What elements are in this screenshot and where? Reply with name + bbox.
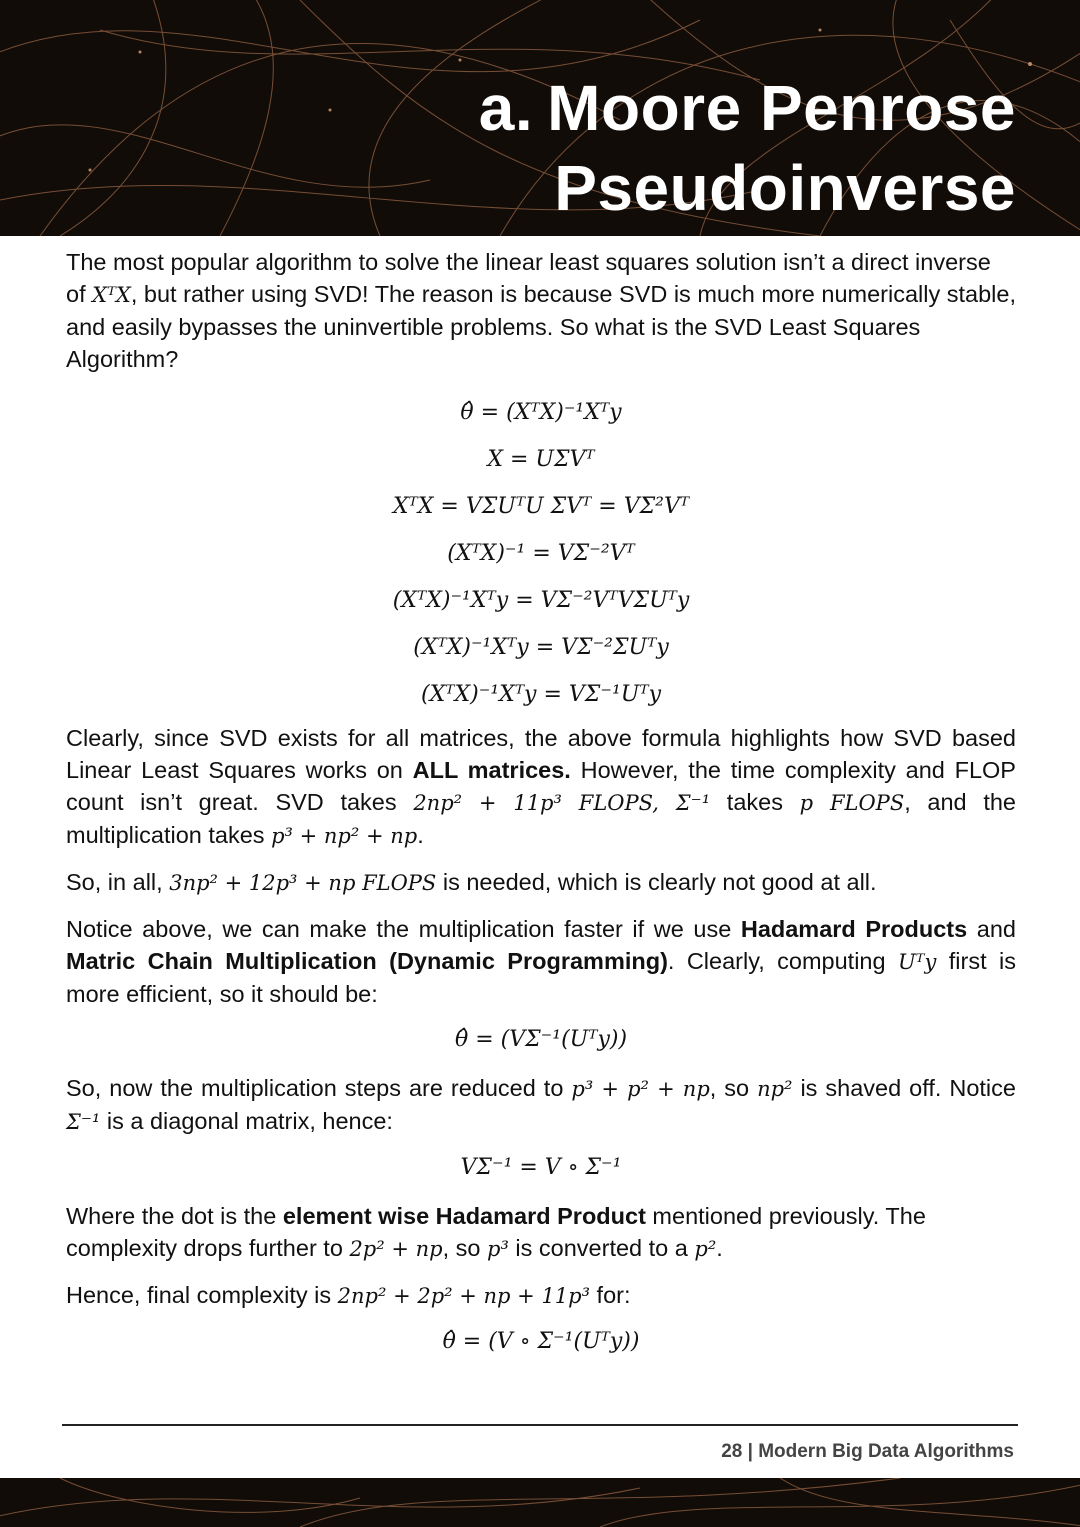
math-inline: p FLOPS [799,791,905,815]
reduced-steps-paragraph [66,1072,1016,1138]
header-banner [0,0,1080,236]
math-inline: Σ⁻¹ [66,1110,101,1134]
equation-8: θ̂ = (VΣ⁻¹(Uᵀy)) [454,1027,628,1052]
optimization-paragraph [66,913,1016,1010]
bold-text: Hadamard Products [740,916,968,942]
bold-text: element wise Hadamard Product [282,1203,646,1229]
text: However, the time complexity and FLOP count isn’t great. SVD takes [66,757,1016,815]
footer-divider [62,1424,1018,1426]
equation-6: (XᵀX)⁻¹Xᵀy = VΣ⁻²ΣUᵀy [413,635,669,660]
text: , so [442,1235,487,1261]
text: , so [709,1075,758,1101]
text: Clearly, since SVD exists for all matrices, the above formula highlights how SVD based Linear Least Squares works on [66,725,1016,783]
text: takes [710,789,800,815]
text: So, in all, [66,869,170,895]
math-inline: 3np² + 12p³ + np FLOPS [169,871,437,895]
text: The most popular algorithm to solve the linear least squares solution isn’t a direct inverse of [66,249,991,307]
footer-banner [0,1478,1080,1527]
text: and [967,916,1016,942]
title-line-1: Moore Penrose [547,72,1016,144]
text: for: [590,1282,631,1308]
math-inline: 2p² + np [349,1237,443,1261]
final-complexity-paragraph [66,1279,1016,1312]
math-inline: p² [694,1237,717,1261]
math-inline: 2np² + 2p² + np + 11p³ [337,1284,591,1308]
math-inline: 2np² + 11p³ FLOPS, Σ⁻¹ [413,791,711,815]
equation-4: (XᵀX)⁻¹ = VΣ⁻²Vᵀ [447,541,635,566]
text: is shaved off. Notice [792,1075,1016,1101]
text: , and the multiplication takes [66,789,1016,848]
math-inline: Uᵀy [897,950,937,974]
math-inline: p³ + p² + np [571,1077,710,1101]
equation-7: (XᵀX)⁻¹Xᵀy = VΣ⁻¹Uᵀy [421,682,661,707]
article-body [66,246,1016,1374]
intro-paragraph [66,246,1016,375]
text: , but rather using SVD! The reason is because SVD is much more numerically stable, and easily bypasses the uninvertible problems. So what is the SVD Least Squares Algorithm? [66,281,1016,372]
equation-3: XᵀX = VΣUᵀU ΣVᵀ = VΣ²Vᵀ [392,494,690,519]
title-line-2: Pseudoinverse [554,152,1016,224]
text: . [417,822,424,848]
math-inline: XᵀX [92,283,131,307]
text: is a diagonal matrix, hence: [100,1108,393,1134]
total-flops-paragraph [66,866,1016,899]
svd-derivation [66,389,1016,718]
text: . [716,1235,723,1261]
page-title [479,68,1016,228]
equation-5: (XᵀX)⁻¹Xᵀy = VΣ⁻²VᵀVΣUᵀy [392,588,690,613]
bold-text: ALL matrices. [412,757,571,783]
page-footer: 28 | Modern Big Data Algorithms [721,1441,1014,1462]
equation-2: X = UΣVᵀ [487,447,595,472]
equation-10: θ̂ = (V ∘ Σ⁻¹(Uᵀy)) [442,1329,640,1354]
text: Hence, final complexity is [66,1282,338,1308]
math-inline: np² [757,1077,793,1101]
complexity-paragraph [66,722,1016,852]
text: Where the dot is the [66,1203,283,1229]
text: mentioned previously. The complexity drops further to [66,1203,926,1261]
text: is converted to a [508,1235,695,1261]
equation-9: VΣ⁻¹ = V ∘ Σ⁻¹ [460,1155,622,1180]
bold-text: Matric Chain Multiplication (Dynamic Programming) [66,948,668,974]
math-inline: p³ [487,1237,509,1261]
text: So, now the multiplication steps are reduced to [66,1075,572,1101]
text: is needed, which is clearly not good at all. [436,869,877,895]
text: Notice above, we can make the multiplication faster if we use [66,916,741,942]
hadamard-paragraph [66,1200,1016,1265]
math-inline: p³ + np² + np [271,824,418,848]
equation-1: θ̂ = (XᵀX)⁻¹Xᵀy [460,400,622,425]
text: first is more efficient, so it should be: [66,948,1016,1007]
decorative-curves-footer [0,1478,1080,1527]
text: . Clearly, computing [667,948,898,974]
section-number: a. [478,72,534,144]
